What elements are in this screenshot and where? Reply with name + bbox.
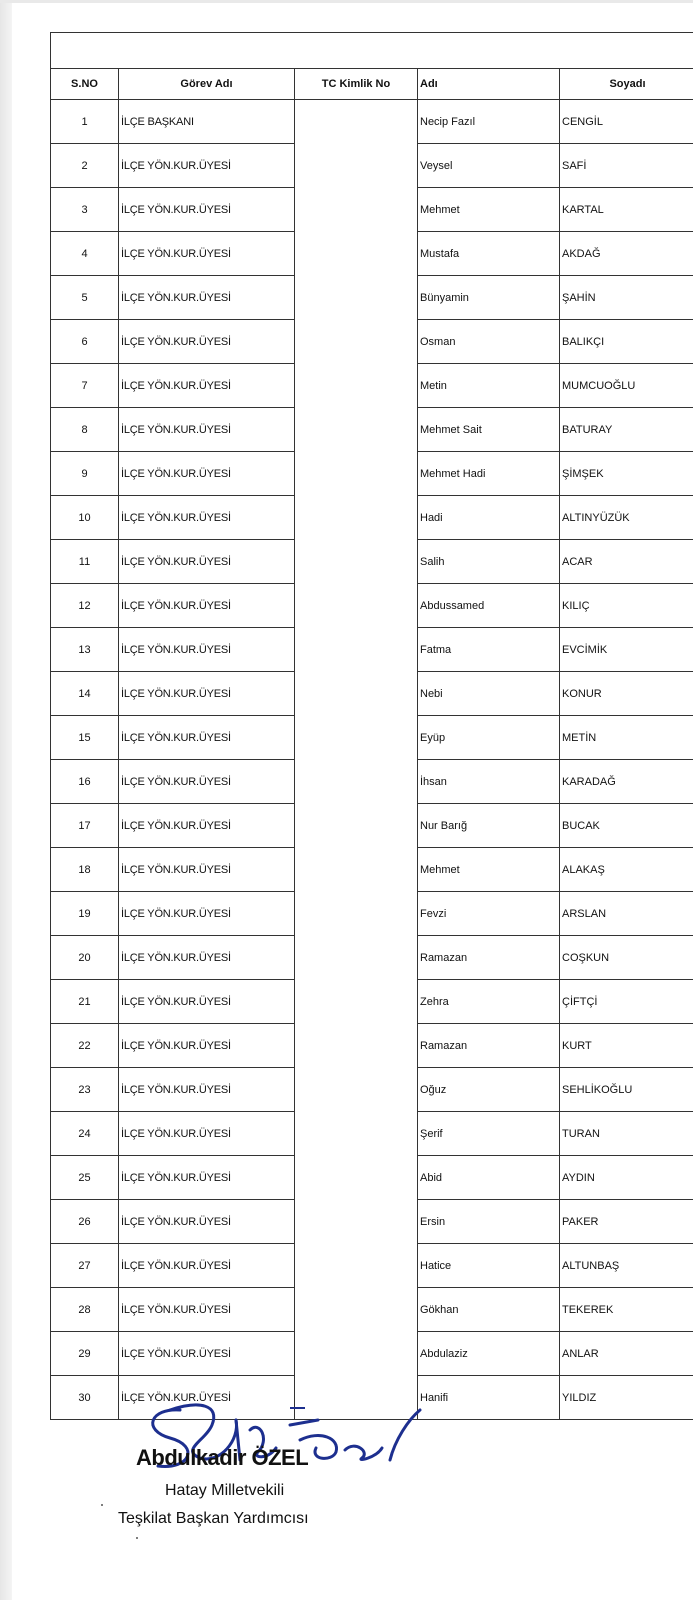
cell-tc-kimlik-no [295,232,418,276]
cell-sno: 28 [51,1288,119,1332]
table-body [51,100,693,1420]
cell-sno: 19 [51,892,119,936]
cell-tc-kimlik-no [295,716,418,760]
cell-gorev-adi: İLÇE YÖN.KUR.ÜYESİ [119,716,295,760]
cell-sno: 13 [51,628,119,672]
cell-adi: Mehmet [418,848,560,892]
table-row [51,144,693,188]
cell-sno: 3 [51,188,119,232]
cell-tc-kimlik-no [295,1200,418,1244]
cell-adi: Oğuz [418,1068,560,1112]
table-row [51,628,693,672]
cell-gorev-adi: İLÇE YÖN.KUR.ÜYESİ [119,1112,295,1156]
cell-soyadi: KONUR [560,672,693,716]
table-row [51,716,693,760]
table-row [51,936,693,980]
cell-tc-kimlik-no [295,848,418,892]
cell-soyadi: PAKER [560,1200,693,1244]
cell-sno: 6 [51,320,119,364]
cell-gorev-adi: İLÇE YÖN.KUR.ÜYESİ [119,672,295,716]
table-row [51,276,693,320]
cell-soyadi: CENGİL [560,100,693,144]
table-header-row [51,69,693,100]
cell-tc-kimlik-no [295,628,418,672]
cell-adi: Abdussamed [418,584,560,628]
cell-gorev-adi: İLÇE YÖN.KUR.ÜYESİ [119,1200,295,1244]
table-row [51,1068,693,1112]
cell-sno: 21 [51,980,119,1024]
cell-sno: 11 [51,540,119,584]
cell-sno: 2 [51,144,119,188]
page-top-edge [0,0,693,3]
cell-sno: 4 [51,232,119,276]
table-row [51,100,693,144]
header-gorev-adi: Görev Adı [119,69,295,100]
cell-adi: Necip Fazıl [418,100,560,144]
cell-tc-kimlik-no [295,804,418,848]
cell-adi: Osman [418,320,560,364]
cell-soyadi: SAFİ [560,144,693,188]
cell-gorev-adi: İLÇE YÖN.KUR.ÜYESİ [119,232,295,276]
cell-adi: Bünyamin [418,276,560,320]
cell-gorev-adi: İLÇE YÖN.KUR.ÜYESİ [119,408,295,452]
cell-tc-kimlik-no [295,1112,418,1156]
cell-soyadi: KURT [560,1024,693,1068]
table-row [51,364,693,408]
cell-gorev-adi: İLÇE YÖN.KUR.ÜYESİ [119,1156,295,1200]
cell-sno: 12 [51,584,119,628]
table-row [51,1112,693,1156]
cell-soyadi: AKDAĞ [560,232,693,276]
cell-soyadi: BATURAY [560,408,693,452]
cell-tc-kimlik-no [295,100,418,144]
cell-soyadi: BUCAK [560,804,693,848]
cell-sno: 17 [51,804,119,848]
cell-adi: Nur Barığ [418,804,560,848]
signature-block [0,1400,693,1600]
cell-adi: Eyüp [418,716,560,760]
cell-adi: Nebi [418,672,560,716]
cell-adi: Hatice [418,1244,560,1288]
cell-gorev-adi: İLÇE YÖN.KUR.ÜYESİ [119,1332,295,1376]
cell-sno: 1 [51,100,119,144]
table-row [51,1024,693,1068]
header-soyadi: Soyadı [560,69,693,100]
cell-gorev-adi: İLÇE YÖN.KUR.ÜYESİ [119,980,295,1024]
table-row [51,848,693,892]
table-row [51,1200,693,1244]
table-row [51,1244,693,1288]
table-row [51,452,693,496]
cell-soyadi: KARTAL [560,188,693,232]
cell-adi: Abdulaziz [418,1332,560,1376]
cell-sno: 24 [51,1112,119,1156]
cell-tc-kimlik-no [295,1288,418,1332]
cell-gorev-adi: İLÇE YÖN.KUR.ÜYESİ [119,848,295,892]
cell-adi: Fatma [418,628,560,672]
cell-tc-kimlik-no [295,1332,418,1376]
cell-adi: Mehmet Hadi [418,452,560,496]
table-row [51,980,693,1024]
cell-adi: Ramazan [418,936,560,980]
cell-soyadi: MUMCUOĞLU [560,364,693,408]
cell-soyadi: ARSLAN [560,892,693,936]
cell-sno: 5 [51,276,119,320]
cell-soyadi: KARADAĞ [560,760,693,804]
cell-adi: Abid [418,1156,560,1200]
cell-sno: 30 [51,1376,119,1420]
cell-gorev-adi: İLÇE YÖN.KUR.ÜYESİ [119,892,295,936]
cell-sno: 20 [51,936,119,980]
cell-tc-kimlik-no [295,980,418,1024]
table-row [51,408,693,452]
cell-sno: 29 [51,1332,119,1376]
cell-gorev-adi: İLÇE YÖN.KUR.ÜYESİ [119,364,295,408]
cell-gorev-adi: İLÇE YÖN.KUR.ÜYESİ [119,1024,295,1068]
member-list-table [50,32,693,1420]
table-blank-title-row [51,33,693,69]
cell-soyadi: ŞİMŞEK [560,452,693,496]
cell-soyadi: BALIKÇI [560,320,693,364]
cell-tc-kimlik-no [295,1068,418,1112]
cell-gorev-adi: İLÇE YÖN.KUR.ÜYESİ [119,1244,295,1288]
cell-adi: Fevzi [418,892,560,936]
cell-sno: 23 [51,1068,119,1112]
table-row [51,188,693,232]
scan-speck [101,1504,103,1506]
cell-soyadi: AYDIN [560,1156,693,1200]
cell-tc-kimlik-no [295,452,418,496]
cell-sno: 14 [51,672,119,716]
cell-adi: Hadi [418,496,560,540]
cell-tc-kimlik-no [295,496,418,540]
table-row [51,804,693,848]
cell-gorev-adi: İLÇE YÖN.KUR.ÜYESİ [119,540,295,584]
cell-adi: Mustafa [418,232,560,276]
table-row [51,760,693,804]
cell-tc-kimlik-no [295,188,418,232]
table-row [51,672,693,716]
cell-sno: 25 [51,1156,119,1200]
scan-speck [136,1537,138,1539]
cell-adi: İhsan [418,760,560,804]
cell-adi: Salih [418,540,560,584]
cell-adi: Metin [418,364,560,408]
cell-adi: Mehmet [418,188,560,232]
cell-sno: 18 [51,848,119,892]
cell-tc-kimlik-no [295,584,418,628]
cell-gorev-adi: İLÇE YÖN.KUR.ÜYESİ [119,936,295,980]
cell-adi: Hanifi [418,1376,560,1420]
header-sno: S.NO [51,69,119,100]
cell-tc-kimlik-no [295,936,418,980]
cell-soyadi: ÇİFTÇİ [560,980,693,1024]
header-adi: Adı [418,69,560,100]
cell-sno: 26 [51,1200,119,1244]
cell-sno: 8 [51,408,119,452]
cell-gorev-adi: İLÇE YÖN.KUR.ÜYESİ [119,144,295,188]
table-row [51,1156,693,1200]
cell-soyadi: ALTUNBAŞ [560,1244,693,1288]
table-row [51,584,693,628]
cell-tc-kimlik-no [295,144,418,188]
cell-tc-kimlik-no [295,1024,418,1068]
table-row [51,232,693,276]
cell-tc-kimlik-no [295,892,418,936]
cell-gorev-adi: İLÇE YÖN.KUR.ÜYESİ [119,496,295,540]
cell-soyadi: METİN [560,716,693,760]
cell-gorev-adi: İLÇE YÖN.KUR.ÜYESİ [119,760,295,804]
cell-soyadi: ACAR [560,540,693,584]
cell-soyadi: TURAN [560,1112,693,1156]
cell-gorev-adi: İLÇE YÖN.KUR.ÜYESİ [119,452,295,496]
cell-gorev-adi: İLÇE YÖN.KUR.ÜYESİ [119,628,295,672]
cell-sno: 9 [51,452,119,496]
cell-sno: 22 [51,1024,119,1068]
table-row [51,496,693,540]
cell-adi: Ersin [418,1200,560,1244]
cell-adi: Gökhan [418,1288,560,1332]
cell-tc-kimlik-no [295,364,418,408]
cell-tc-kimlik-no [295,408,418,452]
cell-soyadi: EVCİMİK [560,628,693,672]
table-row [51,1288,693,1332]
cell-tc-kimlik-no [295,1244,418,1288]
table-row [51,540,693,584]
cell-tc-kimlik-no [295,540,418,584]
cell-tc-kimlik-no [295,1156,418,1200]
cell-gorev-adi: İLÇE YÖN.KUR.ÜYESİ [119,804,295,848]
cell-soyadi: ŞAHİN [560,276,693,320]
cell-gorev-adi: İLÇE YÖN.KUR.ÜYESİ [119,584,295,628]
cell-soyadi: ALTINYÜZÜK [560,496,693,540]
cell-soyadi: COŞKUN [560,936,693,980]
cell-sno: 16 [51,760,119,804]
cell-tc-kimlik-no [295,760,418,804]
cell-sno: 10 [51,496,119,540]
header-tc-kimlik-no: TC Kimlik No [295,69,418,100]
cell-gorev-adi: İLÇE YÖN.KUR.ÜYESİ [119,320,295,364]
cell-soyadi: ALAKAŞ [560,848,693,892]
cell-gorev-adi: İLÇE YÖN.KUR.ÜYESİ [119,276,295,320]
page-left-edge [0,0,12,1600]
cell-sno: 7 [51,364,119,408]
signatory-name: Abdulkadir ÖZEL [136,1445,309,1470]
table-row [51,892,693,936]
cell-gorev-adi: İLÇE BAŞKANI [119,100,295,144]
cell-adi: Zehra [418,980,560,1024]
cell-adi: Şerif [418,1112,560,1156]
cell-soyadi: SEHLİKOĞLU [560,1068,693,1112]
cell-tc-kimlik-no [295,320,418,364]
cell-soyadi: TEKEREK [560,1288,693,1332]
cell-adi: Veysel [418,144,560,188]
cell-sno: 27 [51,1244,119,1288]
cell-gorev-adi: İLÇE YÖN.KUR.ÜYESİ [119,1288,295,1332]
cell-gorev-adi: İLÇE YÖN.KUR.ÜYESİ [119,1068,295,1112]
cell-soyadi: ANLAR [560,1332,693,1376]
cell-tc-kimlik-no [295,276,418,320]
signatory-position: Teşkilat Başkan Yardımcısı [118,1510,309,1527]
table-title-cell [51,33,693,69]
cell-gorev-adi: İLÇE YÖN.KUR.ÜYESİ [119,1376,295,1420]
table-row [51,320,693,364]
table-row [51,1332,693,1376]
signatory-title: Hatay Milletvekili [165,1482,285,1499]
cell-adi: Ramazan [418,1024,560,1068]
cell-gorev-adi: İLÇE YÖN.KUR.ÜYESİ [119,188,295,232]
cell-sno: 15 [51,716,119,760]
cell-adi: Mehmet Sait [418,408,560,452]
cell-tc-kimlik-no [295,672,418,716]
cell-soyadi: KILIÇ [560,584,693,628]
cell-soyadi: YILDIZ [560,1376,693,1420]
